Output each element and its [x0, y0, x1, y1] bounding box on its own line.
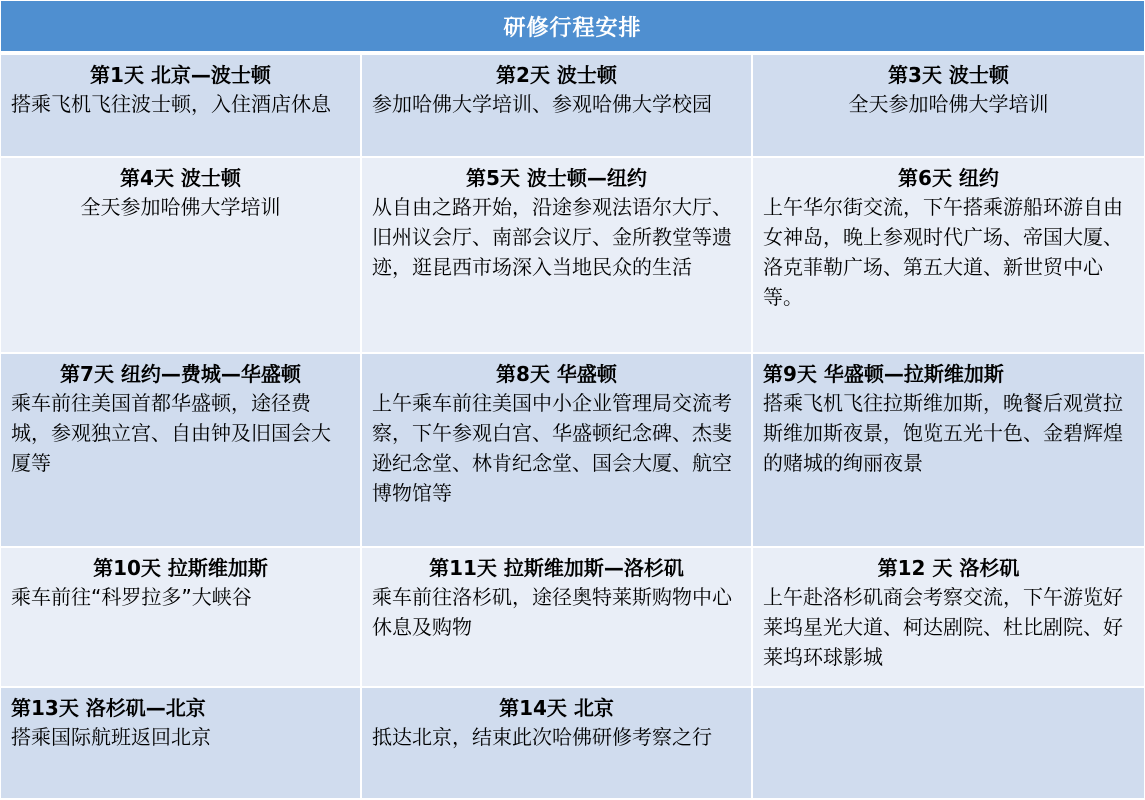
day-cell-14 — [362, 688, 751, 798]
day-description: 从自由之路开始，沿途参观法语尔大厅、旧州议会厅、南部会议厅、金所教堂等遗迹，逛昆西市场深入当地民众的生活 — [372, 195, 732, 279]
day-description: 上午华尔街交流，下午搭乘游船环游自由女神岛，晚上参观时代广场、帝国大厦、洛克菲勒广场、第五大道、新世贸中心等。 — [763, 195, 1123, 309]
day-title: 第12 天 洛杉矶 — [877, 556, 1020, 580]
day-cell-12 — [753, 548, 1144, 686]
day-title: 第13天 洛杉矶—北京 — [11, 696, 206, 720]
day-title: 第6天 纽约 — [898, 166, 999, 190]
day-cell-8 — [362, 354, 751, 546]
day-title: 第3天 波士顿 — [888, 63, 1009, 87]
day-title: 第1天 北京—波士顿 — [90, 63, 271, 87]
day-description: 乘车前往美国首都华盛顿，途径费城，参观独立宫、自由钟及旧国会大厦等 — [11, 391, 331, 475]
day-cell-13 — [1, 688, 360, 798]
day-title: 第7天 纽约—费城—华盛顿 — [60, 362, 301, 386]
day-cell-3 — [753, 55, 1144, 156]
day-title: 第2天 波士顿 — [496, 63, 617, 87]
day-cell-7 — [1, 354, 360, 546]
day-title: 第8天 华盛顿 — [496, 362, 617, 386]
day-cell-4 — [1, 158, 360, 352]
day-cell-9 — [753, 354, 1144, 546]
empty-cell — [753, 688, 1144, 798]
day-description: 搭乘飞机飞往拉斯维加斯，晚餐后观赏拉斯维加斯夜景，饱览五光十色、金碧辉煌的赌城的绚丽夜景 — [763, 391, 1123, 475]
day-cell-2 — [362, 55, 751, 156]
day-description: 参加哈佛大学培训、参观哈佛大学校园 — [372, 92, 712, 116]
day-title: 第4天 波士顿 — [120, 166, 241, 190]
day-description: 乘车前往洛杉矶，途径奥特莱斯购物中心休息及购物 — [372, 585, 732, 639]
day-cell-1 — [1, 55, 360, 156]
day-title: 第5天 波士顿—纽约 — [466, 166, 647, 190]
day-description: 搭乘飞机飞往波士顿，入住酒店休息 — [11, 92, 331, 116]
day-cell-10 — [1, 548, 360, 686]
day-description: 抵达北京，结束此次哈佛研修考察之行 — [372, 725, 712, 749]
itinerary-table — [1, 1, 1144, 798]
day-title: 第10天 拉斯维加斯 — [93, 556, 268, 580]
day-description: 搭乘国际航班返回北京 — [11, 725, 211, 749]
day-description: 上午乘车前往美国中小企业管理局交流考察，下午参观白宫、华盛顿纪念碑、杰斐逊纪念堂、林肯纪念堂、国会大厦、航空博物馆等 — [372, 391, 732, 505]
day-cell-5 — [362, 158, 751, 352]
day-cell-11 — [362, 548, 751, 686]
day-title: 第9天 华盛顿—拉斯维加斯 — [763, 362, 1004, 386]
table-title: 研修行程安排 — [1, 1, 1144, 51]
day-cell-6 — [753, 158, 1144, 352]
day-description: 全天参加哈佛大学培训 — [80, 195, 281, 219]
day-description: 全天参加哈佛大学培训 — [848, 92, 1049, 116]
day-description: 上午赴洛杉矶商会考察交流，下午游览好莱坞星光大道、柯达剧院、杜比剧院、好莱坞环球影城 — [763, 585, 1123, 669]
day-title: 第14天 北京 — [499, 696, 614, 720]
day-description: 乘车前往“科罗拉多”大峡谷 — [11, 585, 252, 609]
day-title: 第11天 拉斯维加斯—洛杉矶 — [429, 556, 684, 580]
